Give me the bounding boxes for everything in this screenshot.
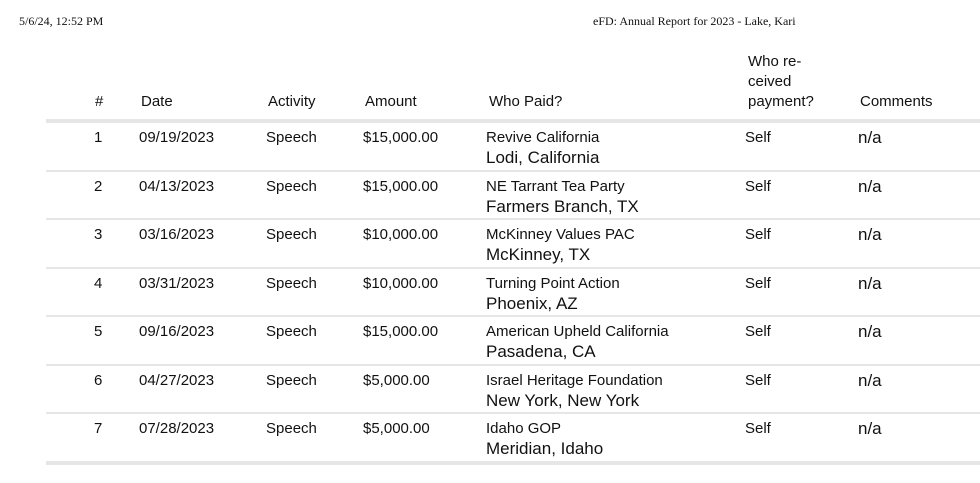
cell-payer — [486, 275, 620, 315]
cell-payer — [486, 372, 663, 412]
cell-date: 07/28/2023 — [139, 420, 215, 437]
cell-comments: n/a — [858, 322, 882, 341]
cell-activity: Speech — [266, 274, 317, 292]
cell-amount: $10,000.00 — [363, 226, 439, 243]
cell-comments: n/a — [858, 419, 882, 438]
payer-name: American Upheld California — [486, 323, 669, 340]
cell-received: Self — [745, 323, 771, 340]
cell-received: Self — [745, 177, 771, 195]
cell-amount: $15,000.00 — [363, 177, 439, 195]
cell-date: 03/16/2023 — [139, 226, 215, 243]
header-date: Date — [141, 93, 173, 110]
payer-location: New York, New York — [486, 390, 640, 410]
payer-name: Idaho GOP — [486, 420, 562, 437]
cell-num: 5 — [94, 323, 103, 340]
cell-amount: $10,000.00 — [363, 274, 439, 292]
cell-date: 09/16/2023 — [139, 323, 215, 340]
cell-payer — [486, 323, 669, 363]
header-num: # — [95, 93, 104, 110]
payer-name: Turning Point Action — [486, 274, 620, 292]
payer-name: Israel Heritage Foundation — [486, 371, 663, 389]
table-row — [0, 123, 980, 172]
cell-received: Self — [745, 226, 771, 243]
cell-num: 4 — [94, 274, 103, 292]
cell-num: 1 — [94, 129, 103, 146]
cell-comments: n/a — [858, 370, 882, 390]
table-row — [0, 414, 980, 463]
cell-activity: Speech — [266, 177, 317, 195]
payer-name: Revive California — [486, 129, 600, 146]
cell-comments: n/a — [858, 273, 882, 293]
header-amount: Amount — [365, 93, 417, 110]
payer-name: McKinney Values PAC — [486, 226, 635, 243]
table-row — [0, 269, 980, 318]
cell-payer — [486, 420, 603, 460]
cell-num: 6 — [94, 371, 103, 389]
cell-num: 2 — [94, 177, 103, 195]
cell-activity: Speech — [266, 420, 317, 437]
cell-received: Self — [745, 129, 771, 146]
header-who-paid: Who Paid? — [489, 93, 563, 110]
cell-amount: $15,000.00 — [363, 323, 439, 340]
cell-activity: Speech — [266, 371, 317, 389]
cell-amount: $5,000.00 — [363, 420, 430, 437]
table-row — [0, 220, 980, 269]
cell-num: 7 — [94, 420, 103, 437]
payer-location: Meridian, Idaho — [486, 439, 604, 458]
payer-location: Pasadena, CA — [486, 342, 596, 361]
table-row — [0, 172, 980, 221]
print-timestamp: 5/6/24, 12:52 PM — [19, 14, 104, 28]
payer-location: Lodi, California — [486, 148, 600, 167]
cell-amount: $15,000.00 — [363, 129, 439, 146]
cell-activity: Speech — [266, 226, 317, 243]
table-row — [0, 317, 980, 366]
header-who-received: Who re-ceived payment? — [748, 53, 814, 110]
cell-activity: Speech — [266, 129, 317, 146]
cell-amount: $5,000.00 — [363, 371, 430, 389]
cell-date: 03/31/2023 — [139, 274, 215, 292]
header-comments: Comments — [860, 93, 933, 110]
payer-location: McKinney, TX — [486, 245, 591, 264]
cell-received: Self — [745, 274, 771, 292]
payer-location: Phoenix, AZ — [486, 293, 578, 313]
table-header — [0, 50, 980, 118]
cell-comments: n/a — [858, 225, 882, 244]
table-body — [0, 123, 980, 463]
cell-activity: Speech — [266, 323, 317, 340]
payer-name: NE Tarrant Tea Party — [486, 177, 625, 195]
cell-payer — [486, 226, 635, 266]
cell-payer — [486, 178, 639, 218]
cell-comments: n/a — [858, 176, 882, 196]
print-header — [0, 14, 980, 30]
header-activity: Activity — [268, 93, 316, 110]
cell-date: 04/13/2023 — [139, 177, 215, 195]
cell-date: 04/27/2023 — [139, 371, 215, 389]
cell-comments: n/a — [858, 128, 882, 147]
page-title: eFD: Annual Report for 2023 - Lake, Kari — [593, 14, 796, 28]
cell-num: 3 — [94, 226, 103, 243]
cell-payer — [486, 129, 599, 169]
table-row — [0, 366, 980, 415]
cell-received: Self — [745, 420, 771, 437]
payer-location: Farmers Branch, TX — [486, 196, 639, 216]
cell-date: 09/19/2023 — [139, 129, 215, 146]
cell-received: Self — [745, 371, 771, 389]
